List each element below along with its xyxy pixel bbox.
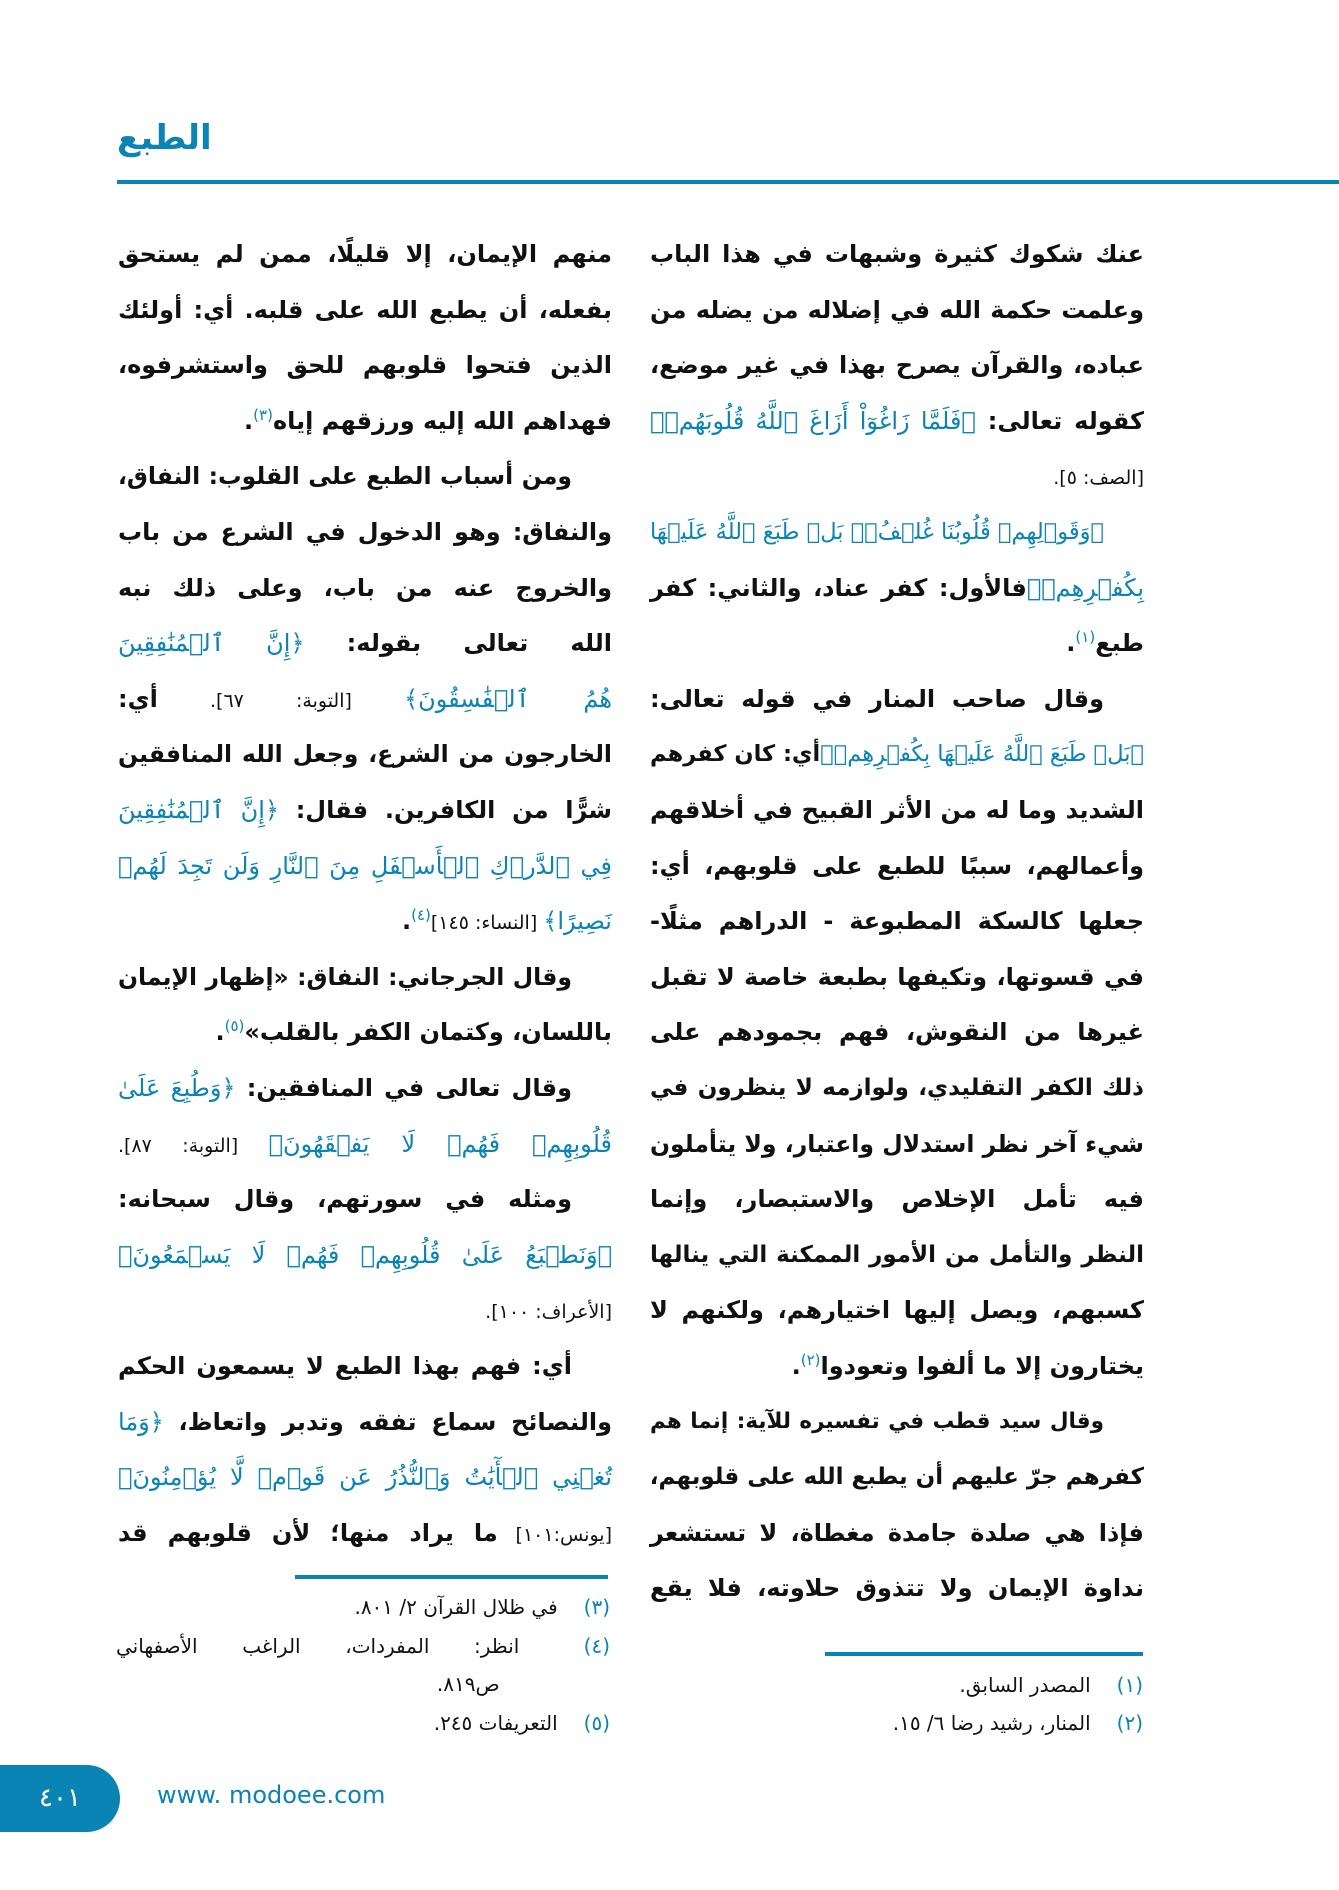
quran-verse: ﴿وَنَطۡبَعُ عَلَىٰ قُلُوبِهِمۡ فَهُمۡ لَا يَسۡمَعُونَ﴾ xyxy=(118,1240,612,1269)
body-text: . xyxy=(401,907,412,936)
quran-verse: ﴿بَلۡ طَبَعَ ٱللَّهُ عَلَيۡهَا بِكُفۡرِهِمۡ﴾ xyxy=(820,741,1144,768)
text-line xyxy=(118,726,612,782)
quran-verse: تُغۡنِي ٱلۡأٓيَٰتُ وَٱلنُّذُرُ عَن قَوۡمٖ لَّا يُؤۡمِنُونَ﴾ xyxy=(118,1463,612,1492)
text-line xyxy=(118,282,612,338)
quran-verse: ﴿وَمَا xyxy=(118,1407,164,1436)
body-text: والخروج عنه من باب، وعلى ذلك نبه xyxy=(118,573,612,602)
text-line xyxy=(118,560,612,616)
footnote-text: المصدر السابق. xyxy=(959,1673,1091,1697)
text-line xyxy=(118,615,612,671)
body-text: شرًّا من الكافرين. فقال: xyxy=(279,796,613,824)
body-text: وقال تعالى في المنافقين: xyxy=(235,1074,572,1102)
quran-verse: قُلُوبِهِمۡ فَهُمۡ لَا يَفۡقَهُونَ﴾ xyxy=(268,1129,612,1158)
text-line xyxy=(118,504,612,560)
text-line xyxy=(118,1505,612,1561)
verse-reference: [النساء: ١٤٥] xyxy=(430,912,544,935)
text-line xyxy=(650,1004,1144,1060)
text-line xyxy=(118,1060,612,1116)
text-line xyxy=(650,560,1144,616)
footnote-number: (٣) xyxy=(583,1595,610,1619)
body-text: . xyxy=(215,1018,225,1047)
footnote-number: (٤) xyxy=(583,1634,611,1658)
body-text: عباده، والقرآن يصرح بهذا في غير موضع، xyxy=(650,351,1144,380)
verse-reference: [التوبة: ٨٧]. xyxy=(118,1134,269,1157)
chapter-title: الطبع xyxy=(117,118,212,158)
footnote-text: ص٨١٩. xyxy=(436,1672,500,1696)
text-line xyxy=(118,1171,612,1227)
quran-verse: هُمُ ٱلۡفَٰسِقُونَ﴾ xyxy=(404,684,613,713)
text-line xyxy=(118,337,612,393)
text-line xyxy=(650,1338,1144,1394)
body-text: وقال سيد قطب في تفسيره للآية: إنما هم xyxy=(650,1408,1104,1434)
text-line xyxy=(650,893,1144,949)
text-line xyxy=(118,893,612,949)
body-text: . xyxy=(791,1352,801,1380)
quran-verse: ﴿فَلَمَّا زَاغُوٓاْ أَزَاغَ ٱللَّهُ قُلُوبَهُمۡ﴾ xyxy=(650,406,976,435)
body-text: في قسوتها، وتكيفها بطبعة خاصة لا تقبل xyxy=(650,962,1144,991)
footnote-marker[interactable]: (٤) xyxy=(411,906,431,925)
footnote xyxy=(116,1704,610,1742)
footnote-marker[interactable]: (٣) xyxy=(253,405,273,424)
text-line xyxy=(650,615,1144,671)
body-text: فيه تأمل الإخلاص والاستبصار، وإنما xyxy=(650,1185,1144,1214)
text-line xyxy=(650,671,1144,727)
text-line xyxy=(118,1338,612,1394)
body-text: شيء آخر نظر استدلال واعتبار، ولا يتأملون xyxy=(650,1129,1144,1158)
text-line xyxy=(650,726,1144,782)
body-text: أي: xyxy=(118,684,158,713)
footnote xyxy=(116,1588,610,1626)
footnote-number: (٢) xyxy=(1116,1711,1143,1735)
footnote xyxy=(116,1627,610,1665)
body-text: النظر والتأمل من الأمور الممكنة التي ينالها xyxy=(650,1241,1144,1268)
body-text: وقال الجرجاني: النفاق: «إظهار الإيمان xyxy=(118,962,572,991)
body-text: نداوة الإيمان ولا تتذوق حلاوته، فلا يقع xyxy=(650,1574,1144,1603)
website-link[interactable]: www. modoee.com xyxy=(157,1781,386,1809)
footnote-text: المنار، رشيد رضا ٦/ ١٥. xyxy=(892,1711,1091,1735)
text-line xyxy=(650,1282,1144,1338)
footnote-marker[interactable]: (٥) xyxy=(224,1017,245,1036)
quran-verse: فِي ٱلدَّرۡكِ ٱلۡأَسۡفَلِ مِنَ ٱلنَّارِ وَلَن تَجِدَ لَهُمۡ xyxy=(118,851,612,880)
body-text: والنصائح سماع تفقه وتدبر واتعاظ، xyxy=(163,1407,612,1436)
body-text: الشديد وما له من الأثر القبيح في أخلاقهم xyxy=(650,796,1144,824)
body-text: وأعمالهم، سببًا للطبع على قلوبهم، أي: xyxy=(650,851,1144,880)
body-text: . xyxy=(1066,629,1076,658)
quran-verse: ﴿وَقَوۡلِهِمۡ قُلُوبُنَا غُلۡفُۢۚ بَلۡ طَبَعَ ٱللَّهُ عَلَيۡهَا xyxy=(650,519,1104,545)
text-line xyxy=(650,337,1144,393)
text-line xyxy=(118,782,612,838)
text-line xyxy=(118,1116,612,1172)
text-line xyxy=(118,1282,612,1338)
text-line xyxy=(650,949,1144,1005)
footnote-marker[interactable]: (٢) xyxy=(800,1351,821,1369)
body-text: كفرهم جرّ عليهم أن يطبع الله على قلوبهم، xyxy=(649,1464,1144,1491)
body-text: بفعله، أن يطبع الله على قلبه. أي: أولئك xyxy=(118,295,612,324)
body-text: وقال صاحب المنار في قوله تعالى: xyxy=(650,684,1104,713)
text-line xyxy=(650,1116,1144,1172)
quran-verse: ﴿إِنَّ ٱلۡمُنَٰفِقِينَ xyxy=(118,796,280,824)
text-line xyxy=(650,1449,1144,1505)
body-text: غيرها من النقوش، فهم بجمودهم على xyxy=(650,1018,1144,1047)
body-text: كسبهم، ويصل إليها اختيارهم، ولكنهم لا xyxy=(650,1296,1144,1325)
text-line xyxy=(650,448,1144,504)
footnote-text: في ظلال القرآن ٢/ ٨٠١. xyxy=(354,1595,558,1619)
footnote-number: (١) xyxy=(1116,1673,1143,1697)
verse-reference: [التوبة: ٦٧]. xyxy=(157,689,405,712)
text-line xyxy=(118,226,612,282)
text-line xyxy=(118,838,612,894)
body-text: كقوله تعالى: xyxy=(975,406,1144,435)
text-line xyxy=(650,226,1144,282)
footnote-number: (٥) xyxy=(583,1711,610,1735)
body-text: أي: فهم بهذا الطبع لا يسمعون الحكم xyxy=(118,1352,572,1380)
body-text: الذين فتحوا قلوبهم للحق واستشرفوه، xyxy=(118,351,612,380)
quran-verse: ﴿وَطُبِعَ عَلَىٰ xyxy=(118,1074,236,1102)
footnote-rule-left xyxy=(295,1575,608,1579)
body-text: جعلها كالسكة المطبوعة - الدراهم مثلًا- xyxy=(650,907,1144,936)
body-text: طبع xyxy=(1095,629,1144,658)
verse-reference: [يونس:١٠١] xyxy=(497,1523,612,1546)
body-text: ومثله في سورتهم، وقال سبحانه: xyxy=(118,1185,572,1214)
text-line xyxy=(650,1227,1144,1283)
text-line xyxy=(650,838,1144,894)
text-line xyxy=(650,1560,1144,1616)
text-line xyxy=(650,504,1144,560)
body-text: ما يراد منها؛ لأن قلوبهم قد xyxy=(118,1518,498,1547)
text-line xyxy=(118,1004,612,1060)
body-text: أي: كان كفرهم xyxy=(650,741,821,768)
text-line xyxy=(118,393,612,449)
text-line xyxy=(650,782,1144,838)
footnote xyxy=(683,1704,1143,1742)
footnote xyxy=(683,1666,1143,1704)
verse-reference: [الأعراف: ١٠٠]. xyxy=(485,1301,612,1324)
body-text: يختارون إلا ما ألفوا وتعودوا xyxy=(820,1352,1144,1380)
body-text: فالأول: كفر عناد، والثاني: كفر xyxy=(650,573,1027,602)
footnote-rule-right xyxy=(825,1652,1143,1656)
text-line xyxy=(650,393,1144,449)
body-text: والنفاق: وهو الدخول في الشرع من باب xyxy=(118,518,612,546)
quran-verse: بِكُفۡرِهِمۡ﴾ xyxy=(1026,573,1144,602)
text-line xyxy=(650,282,1144,338)
text-line xyxy=(650,1394,1144,1450)
footnote xyxy=(116,1665,610,1703)
body-text: فهداهم الله إليه ورزقهم إياه xyxy=(272,406,612,435)
footnote-text: انظر: المفردات، الراغب الأصفهاني xyxy=(116,1634,520,1658)
body-text: عنك شكوك كثيرة وشبهات في هذا الباب xyxy=(650,240,1144,268)
text-line xyxy=(118,949,612,1005)
text-line xyxy=(650,1060,1144,1116)
text-line xyxy=(650,1171,1144,1227)
text-line xyxy=(118,1394,612,1450)
body-text: الخارجون من الشرع، وجعل الله المنافقين xyxy=(118,740,612,769)
body-text: الله تعالى بقوله: xyxy=(304,629,612,658)
text-line xyxy=(118,448,612,504)
footnote-text: التعريفات ٢٤٥. xyxy=(433,1711,558,1735)
page-number: ٤٠١ xyxy=(0,1765,120,1832)
text-line xyxy=(118,671,612,727)
verse-reference: [الصف: ٥]. xyxy=(1053,467,1144,490)
footnote-marker[interactable]: (١) xyxy=(1075,628,1096,647)
body-text: منهم الإيمان، إلا قليلًا، ممن لم يستحق xyxy=(118,240,612,268)
body-text: . xyxy=(244,406,254,435)
body-text: فإذا هي صلدة جامدة مغطاة، لا تستشعر xyxy=(650,1518,1144,1547)
text-line xyxy=(118,1449,612,1505)
header-rule xyxy=(117,180,1339,184)
text-line xyxy=(650,1505,1144,1561)
body-text: ومن أسباب الطبع على القلوب: النفاق، xyxy=(118,462,572,491)
quran-verse: ﴿إِنَّ ٱلۡمُنَٰفِقِينَ xyxy=(118,629,305,658)
body-text: باللسان، وكتمان الكفر بالقلب» xyxy=(244,1018,612,1047)
quran-verse: نَصِيرًا﴾ xyxy=(543,907,612,936)
body-text: وعلمت حكمة الله في إضلاله من يضله من xyxy=(650,295,1144,324)
text-line xyxy=(118,1227,612,1283)
body-text: ذلك الكفر التقليدي، ولوازمه لا ينظرون في xyxy=(650,1075,1144,1101)
